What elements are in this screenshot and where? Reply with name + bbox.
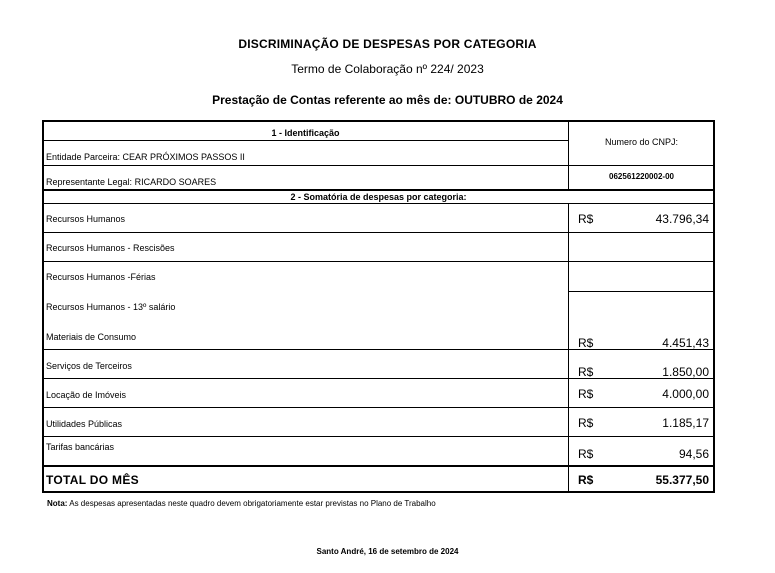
expense-label-tarifas-bancarias: Tarifas bancárias	[46, 442, 115, 452]
expense-value-locacao-imoveis: 4.000,00	[662, 387, 709, 401]
legal-representative: Representante Legal: RICARDO SOARES	[46, 177, 217, 187]
note	[47, 499, 436, 508]
document-title: DISCRIMINAÇÃO DE DESPESAS POR CATEGORIA	[238, 37, 537, 51]
total-label: TOTAL DO MÊS	[46, 473, 139, 487]
expense-value-tarifas-bancarias: 94,56	[678, 447, 709, 461]
place-and-date: Santo André, 16 de setembro de 2024	[316, 547, 459, 556]
term-subtitle: Termo de Colaboração nº 224/ 2023	[291, 62, 484, 76]
period-heading: Prestação de Contas referente ao mês de: OUTUBRO de 2024	[212, 93, 563, 107]
expense-value-utilidades-publicas: 1.185,17	[662, 416, 709, 430]
expense-currency-locacao-imoveis: R$	[578, 387, 594, 401]
identification-section-title: 1 - Identificação	[271, 128, 340, 138]
expense-currency-servicos-terceiros: R$	[578, 365, 594, 379]
expense-label-materiais-consumo: Materiais de Consumo	[46, 332, 137, 342]
note-label: Nota:	[47, 499, 68, 508]
expense-label-ferias: Recursos Humanos -Férias	[46, 272, 156, 282]
expense-label-rescisoes: Recursos Humanos - Rescisões	[46, 243, 175, 253]
expense-value-materiais-consumo: 4.451,43	[662, 336, 709, 350]
note-text: As despesas apresentadas neste quadro devem obrigatoriamente estar previstas no Plano de Trabalho	[67, 499, 436, 508]
expense-label-13-salario: Recursos Humanos - 13º salário	[46, 302, 176, 312]
expense-value-recursos-humanos: 43.796,34	[655, 212, 709, 226]
expense-label-locacao-imoveis: Locação de Imóveis	[46, 390, 127, 400]
expense-currency-materiais-consumo: R$	[578, 336, 594, 350]
total-currency: R$	[578, 473, 594, 487]
partner-entity: Entidade Parceira: CEAR PRÓXIMOS PASSOS II	[46, 152, 245, 162]
expenses-section-title: 2 - Somatória de despesas por categoria:	[290, 192, 467, 202]
expense-label-recursos-humanos: Recursos Humanos	[46, 214, 126, 224]
expense-label-servicos-terceiros: Serviços de Terceiros	[46, 361, 132, 371]
expense-currency-tarifas-bancarias: R$	[578, 447, 594, 461]
expense-label-utilidades-publicas: Utilidades Públicas	[46, 419, 123, 429]
total-value: 55.377,50	[655, 473, 709, 487]
expense-currency-utilidades-publicas: R$	[578, 416, 594, 430]
expense-currency-recursos-humanos: R$	[578, 212, 594, 226]
expense-value-servicos-terceiros: 1.850,00	[662, 365, 709, 379]
cnpj-label: Numero do CNPJ:	[604, 137, 679, 147]
cnpj-value: 062561220002-00	[609, 172, 674, 181]
